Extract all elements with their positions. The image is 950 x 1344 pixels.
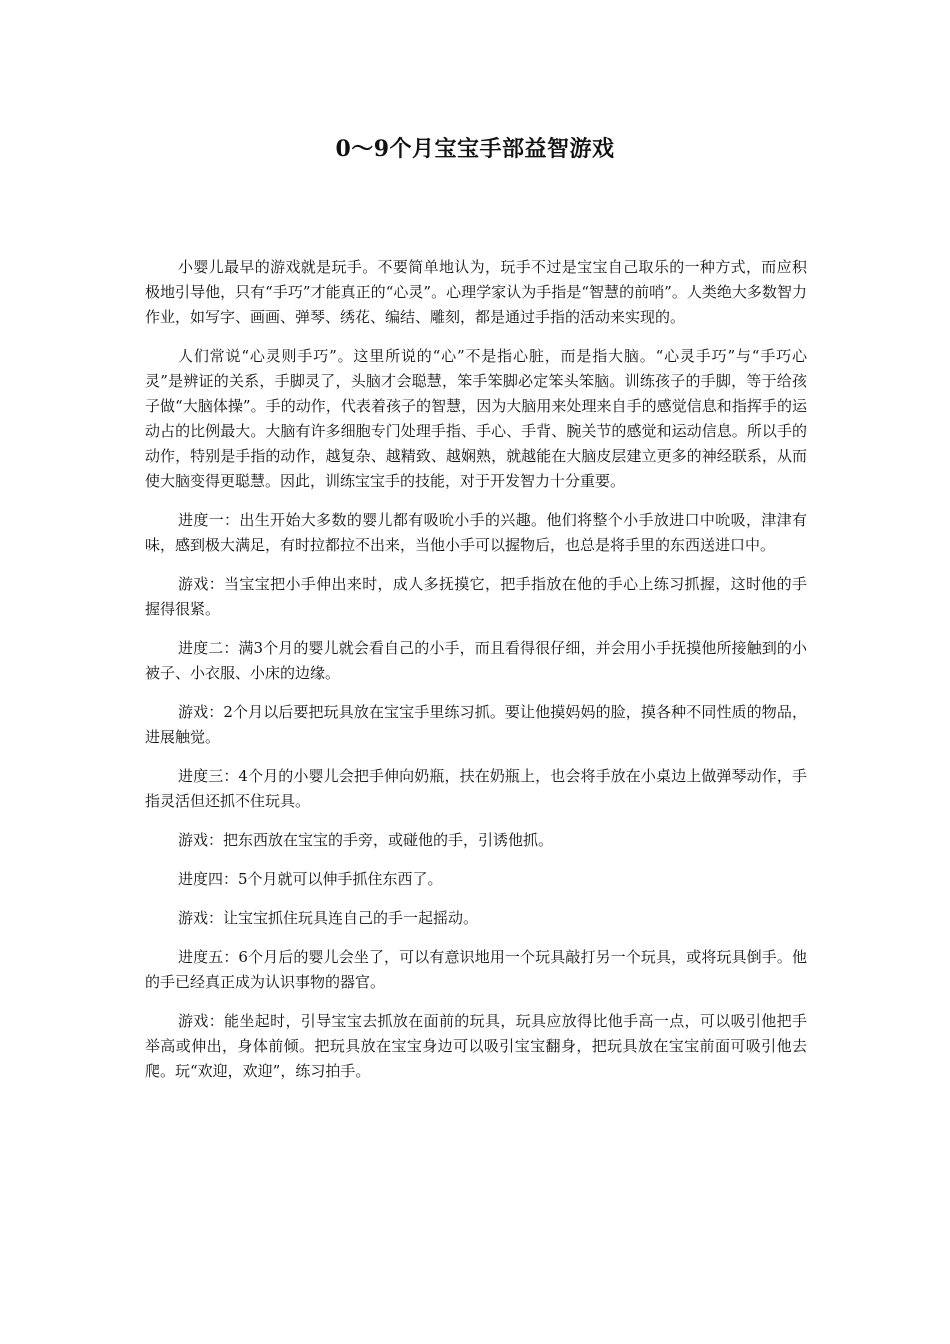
paragraph-stage-2: 进度二：满3个月的婴儿就会看自己的小手，而且看得很仔细，并会用小手抚摸他所接触到的小被子、小衣服、小床的边缘。	[145, 639, 807, 682]
document-body	[145, 255, 807, 1098]
paragraph-game-2: 游戏：2个月以后要把玩具放在宝宝手里练习抓。要让他摸妈妈的脸，摸各种不同性质的物品，进展触觉。	[145, 703, 807, 746]
paragraph-stage-5: 进度五：6个月后的婴儿会坐了，可以有意识地用一个玩具敲打另一个玩具，或将玩具倒手。他的手已经真正成为认识事物的器官。	[145, 948, 807, 991]
paragraph-game-4: 游戏：让宝宝抓住玩具连自己的手一起摇动。	[178, 909, 479, 927]
paragraph-stage-1: 进度一：出生开始大多数的婴儿都有吸吮小手的兴趣。他们将整个小手放进口中吮吸，津津有味，感到极大满足，有时拉都拉不出来，当他小手可以握物后，也总是将手里的东西送进口中。	[145, 511, 807, 554]
paragraph-intro: 小婴儿最早的游戏就是玩手。不要简单地认为，玩手不过是宝宝自己取乐的一种方式，而应积极地引导他，只有“手巧”才能真正的“心灵”。心理学家认为手指是“智慧的前哨”。人类绝大多数智力作业，如写字、画画、弹琴、绣花、编结、雕刻，都是通过手指的活动来实现的。	[145, 258, 807, 326]
paragraph-mind-hand: 人们常说“心灵则手巧”。这里所说的“心”不是指心脏，而是指大脑。“心灵手巧”与“手巧心灵”是辨证的关系，手脚灵了，头脑才会聪慧，笨手笨脚必定笨头笨脑。训练孩子的手脚，等于给孩子做“大脑体操”。手的动作，代表着孩子的智慧，因为大脑用来处理来自手的感觉信息和指挥手的运动占的比例最大。大脑有许多细胞专门处理手指、手心、手背、腕关节的感觉和运动信息。所以手的动作，特别是手指的动作，越复杂、越精致、越娴熟，就越能在大脑皮层建立更多的神经联系，从而使大脑变得更聪慧。因此，训练宝宝手的技能，对于开发智力十分重要。	[145, 347, 807, 490]
paragraph-stage-4: 进度四：5个月就可以伸手抓住东西了。	[178, 870, 443, 888]
paragraph-game-1: 游戏：当宝宝把小手伸出来时，成人多抚摸它，把手指放在他的手心上练习抓握，这时他的手握得很紧。	[145, 575, 807, 618]
paragraph-stage-3: 进度三：4个月的小婴儿会把手伸向奶瓶，扶在奶瓶上，也会将手放在小桌边上做弹琴动作，手指灵活但还抓不住玩具。	[145, 767, 807, 810]
paragraph-game-3: 游戏：把东西放在宝宝的手旁，或碰他的手，引诱他抓。	[178, 831, 554, 849]
page-title: 0～9个月宝宝手部益智游戏	[335, 136, 615, 162]
paragraph-game-5: 游戏：能坐起时，引导宝宝去抓放在面前的玩具，玩具应放得比他手高一点，可以吸引他把手举高或伸出，身体前倾。把玩具放在宝宝身边可以吸引宝宝翻身，把玩具放在宝宝前面可吸引他去爬。玩“欢迎，欢迎”，练习拍手。	[145, 1012, 807, 1080]
